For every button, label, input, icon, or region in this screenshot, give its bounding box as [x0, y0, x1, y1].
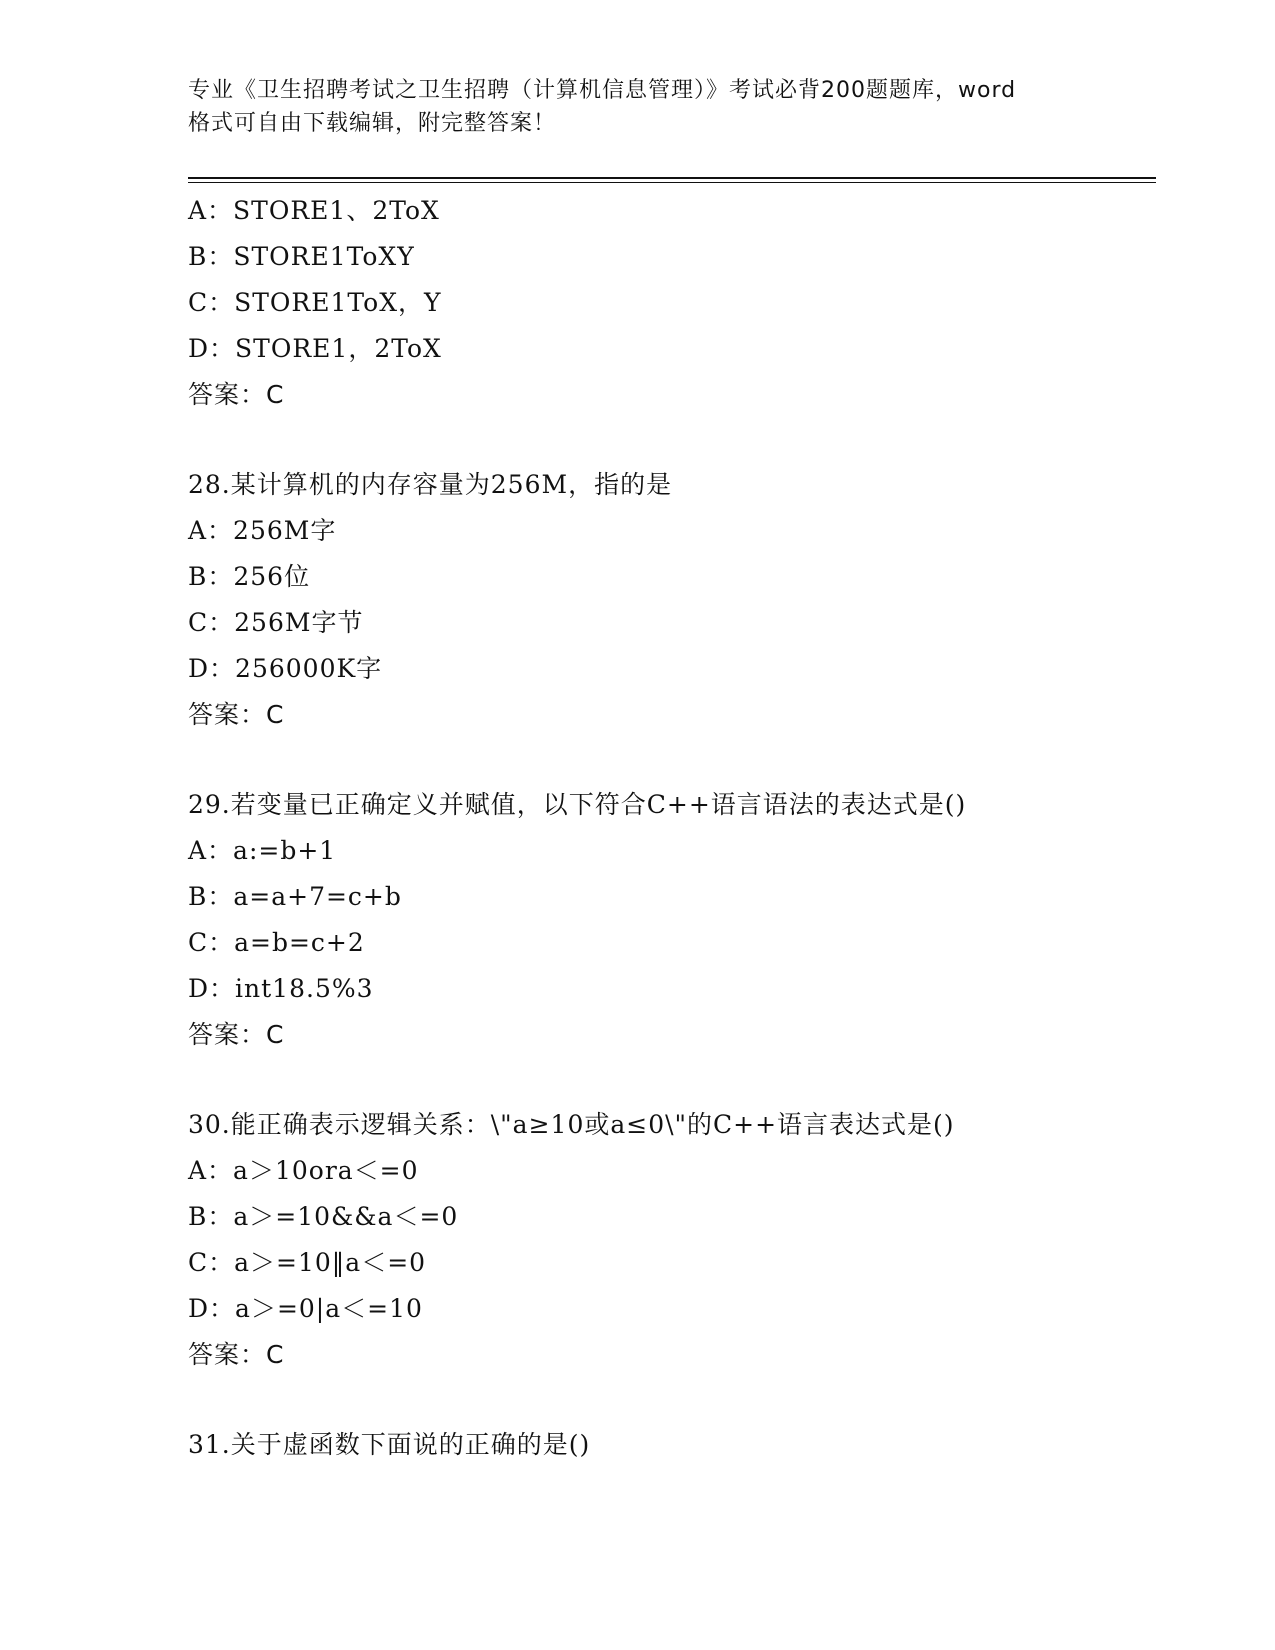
option-b: B：STORE1ToXY — [188, 242, 415, 271]
header-divider — [188, 177, 1156, 183]
question-30 — [188, 1108, 1158, 1384]
option-b: B：256位 — [188, 562, 311, 591]
answer: 答案：C — [188, 380, 285, 409]
question-31 — [188, 1428, 1158, 1474]
document-header — [188, 74, 1088, 140]
spacer — [188, 1384, 1158, 1428]
spacer — [188, 1064, 1158, 1108]
question-title: 29.若变量已正确定义并赋值，以下符合C++语言语法的表达式是() — [188, 790, 967, 819]
option-a: A：a:=b+1 — [188, 836, 337, 865]
answer: 答案：C — [188, 700, 285, 729]
option-c: C：STORE1ToX，Y — [188, 288, 442, 317]
question-list — [188, 194, 1158, 1474]
question-title: 28.某计算机的内存容量为256M，指的是 — [188, 470, 673, 499]
answer: 答案：C — [188, 1020, 285, 1049]
header-line-1: 专业《卫生招聘考试之卫生招聘（计算机信息管理）》考试必背200题题库，word — [188, 78, 1017, 103]
option-a: A：STORE1、2ToX — [188, 196, 440, 225]
question-title: 31.关于虚函数下面说的正确的是() — [188, 1430, 591, 1459]
option-b: B：a＞=10&&a＜=0 — [188, 1202, 459, 1231]
option-d: D：int18.5%3 — [188, 974, 374, 1003]
question-29 — [188, 788, 1158, 1064]
option-d: D：256000K字 — [188, 654, 383, 683]
option-c: C：a=b=c+2 — [188, 928, 365, 957]
question-27 — [188, 194, 1158, 424]
option-a: A：256M字 — [188, 516, 337, 545]
option-d: D：STORE1，2ToX — [188, 334, 442, 363]
spacer — [188, 744, 1158, 788]
question-title: 30.能正确表示逻辑关系：\"a≥10或a≤0\"的C++语言表达式是() — [188, 1110, 955, 1139]
header-line-2: 格式可自由下载编辑，附完整答案！ — [188, 111, 557, 136]
option-b: B：a=a+7=c+b — [188, 882, 402, 911]
question-28 — [188, 468, 1158, 744]
answer: 答案：C — [188, 1340, 285, 1369]
option-d: D：a＞=0|a＜=10 — [188, 1294, 423, 1323]
spacer — [188, 424, 1158, 468]
option-a: A：a＞10ora＜=0 — [188, 1156, 419, 1185]
option-c: C：256M字节 — [188, 608, 364, 637]
option-c: C：a＞=10‖a＜=0 — [188, 1248, 427, 1277]
